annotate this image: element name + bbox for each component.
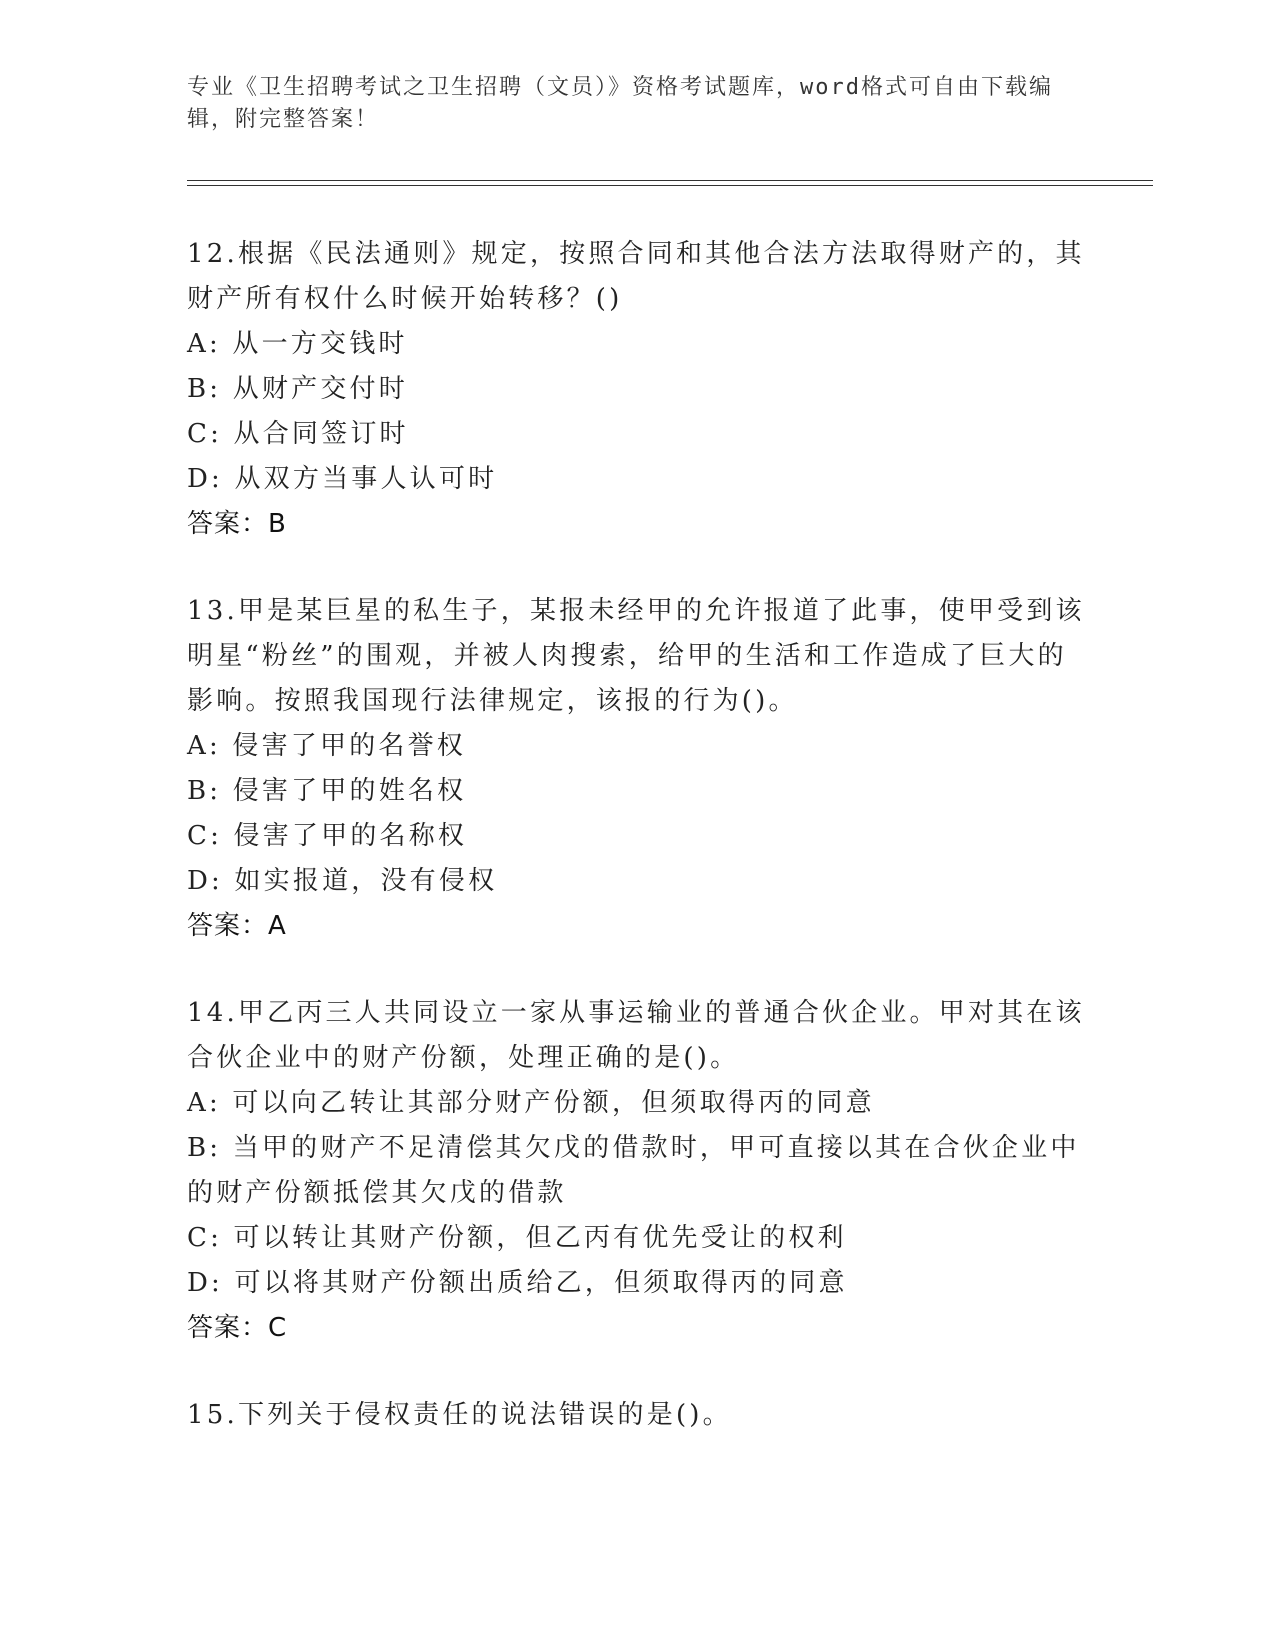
question-14 [187, 991, 1087, 1351]
option-a: A: 可以向乙转让其部分财产份额，但须取得丙的同意 [187, 1088, 875, 1118]
answer-line: 答案：A [187, 911, 287, 941]
header-divider-bottom [187, 185, 1153, 186]
question-list [187, 232, 1087, 1480]
question-13 [187, 589, 1087, 949]
option-a: A: 从一方交钱时 [187, 329, 408, 359]
answer-line: 答案：B [187, 509, 287, 539]
question-15 [187, 1393, 1087, 1438]
header-divider-top [187, 180, 1153, 181]
question-12 [187, 232, 1087, 547]
question-stem: 14.甲乙丙三人共同设立一家从事运输业的普通合伙企业。甲对其在该合伙企业中的财产份额，处理正确的是()。 [187, 998, 1085, 1073]
option-b: B: 侵害了甲的姓名权 [187, 776, 467, 806]
option-d: D: 可以将其财产份额出质给乙，但须取得丙的同意 [187, 1268, 848, 1298]
option-a: A: 侵害了甲的名誉权 [187, 731, 467, 761]
option-b: B: 从财产交付时 [187, 374, 408, 404]
option-c: C: 侵害了甲的名称权 [187, 821, 468, 851]
option-c: C: 从合同签订时 [187, 419, 409, 449]
question-stem: 13.甲是某巨星的私生子，某报未经甲的允许报道了此事，使甲受到该明星“粉丝”的围观，并被人肉搜索，给甲的生活和工作造成了巨大的影响。按照我国现行法律规定，该报的行为()。 [187, 596, 1085, 716]
option-d: D: 从双方当事人认可时 [187, 464, 498, 494]
question-stem: 12.根据《民法通则》规定，按照合同和其他合法方法取得财产的，其财产所有权什么时候开始转移？() [187, 239, 1085, 314]
document-header: 专业《卫生招聘考试之卫生招聘（文员）》资格考试题库，word格式可自由下载编辑，附完整答案！ [187, 75, 1053, 132]
question-stem: 15.下列关于侵权责任的说法错误的是()。 [187, 1400, 732, 1430]
option-c: C: 可以转让其财产份额，但乙丙有优先受让的权利 [187, 1223, 847, 1253]
answer-line: 答案：C [187, 1313, 288, 1343]
option-d: D: 如实报道，没有侵权 [187, 866, 498, 896]
option-b: B: 当甲的财产不足清偿其欠戊的借款时，甲可直接以其在合伙企业中的财产份额抵偿其欠戊的借款 [187, 1133, 1080, 1208]
